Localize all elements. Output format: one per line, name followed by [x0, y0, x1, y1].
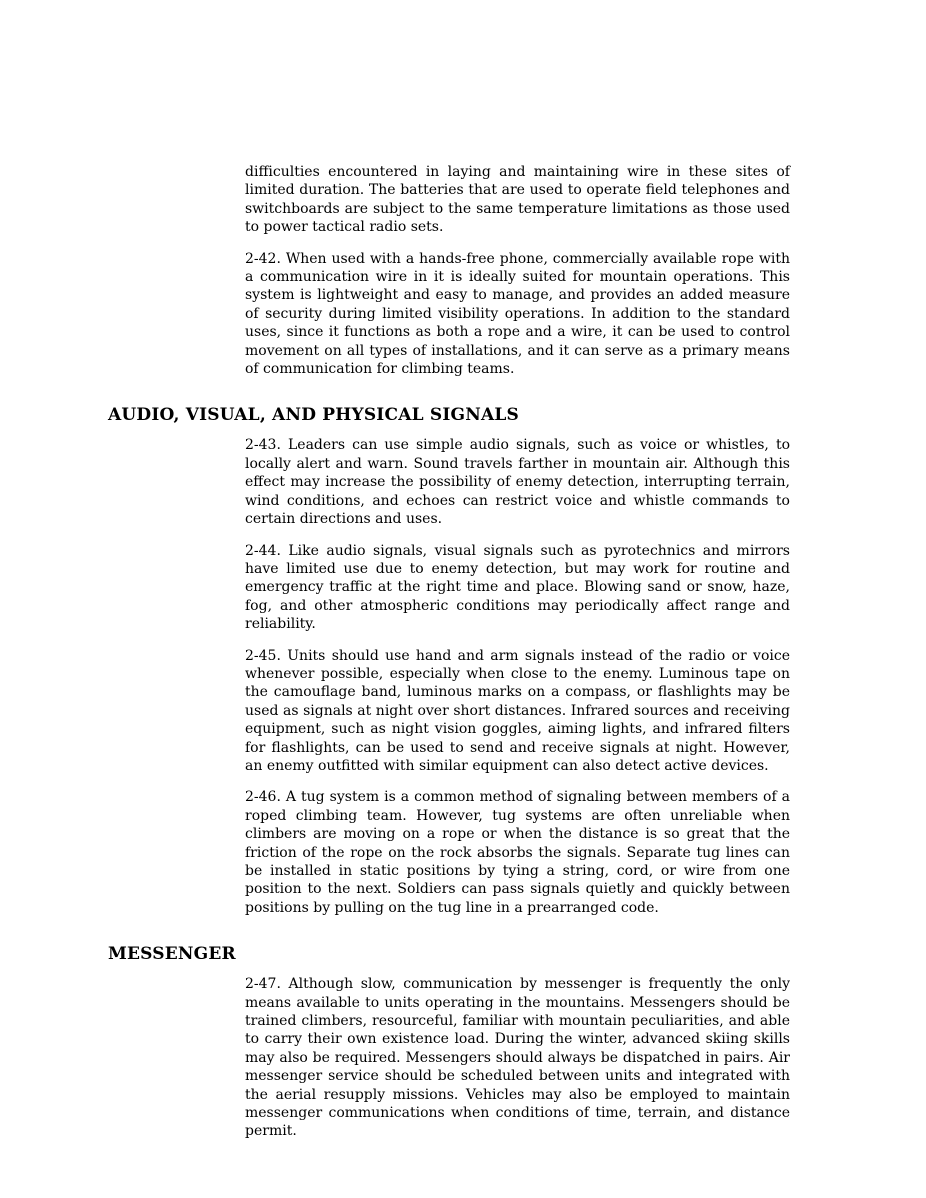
paragraph-2-42: [245, 250, 790, 379]
paragraph-text: When used with a hands-free phone, commercially available rope with a communication wire in it is ideally suited for mountain operations. This system is lightweight and easy to manage, and provides an added measure of security during limited visibility operations. In addition to the standard uses, since it functions as both a rope and a wire, it can be used to control movement on all types of installations, and it can serve as a primary means of communication for climbing teams.: [245, 250, 790, 378]
paragraph-text: Leaders can use simple audio signals, such as voice or whistles, to locally alert and warn. Sound travels farther in mountain air. Although this effect may increase the possibility of enemy detection, interrupting terrain, wind conditions, and echoes can restrict voice and whistle commands to certain directions and uses.: [245, 437, 790, 528]
paragraph-2-44: [245, 542, 790, 634]
paragraph-number: 2-46.: [245, 789, 281, 806]
paragraph-number: 2-42.: [245, 250, 281, 267]
paragraph-number: 2-43.: [245, 437, 281, 454]
paragraph-number: 2-45.: [245, 647, 281, 664]
paragraph-2-45: [245, 647, 790, 776]
paragraph-text: Units should use hand and arm signals instead of the radio or voice whenever possible, especially when close to the enemy. Luminous tape on the camouflage band, luminous marks on a compass, or flashlights may be used as signals at night over short distances. Infrared sources and receiving equipment, such as night vision goggles, aiming lights, and infrared filters for flashlights, can be used to send and receive signals at night. However, an enemy outfitted with similar equipment can also detect active devices.: [245, 647, 790, 774]
section-heading-audio-visual-physical-signals: AUDIO, VISUAL, AND PHYSICAL SIGNALS: [108, 405, 519, 426]
paragraph-number: 2-44.: [245, 542, 281, 559]
paragraph-text: difficulties encountered in laying and maintaining wire in these sites of limited duration. The batteries that are used to operate field telephones and switchboards are subject to the same temperature limitations as those used to power tactical radio sets.: [245, 164, 790, 236]
paragraph-number: 2-47.: [245, 976, 281, 993]
paragraph-text: Like audio signals, visual signals such as pyrotechnics and mirrors have limited use due to enemy detection, but may work for routine and emergency traffic at the right time and place. Blowing sand or snow, haze, fog, and other atmospheric conditions may periodically affect range and reliability.: [245, 542, 790, 633]
section-heading-messenger: MESSENGER: [108, 944, 236, 965]
paragraph-2-43: [245, 436, 790, 528]
paragraph-2-46: [245, 788, 790, 917]
paragraph-continuation: [245, 163, 790, 237]
paragraph-text: Although slow, communication by messenger is frequently the only means available to units operating in the mountains. Messengers should be trained climbers, resourceful, familiar with mountain peculiarities, and able to carry their own existence load. During the winter, advanced skiing skills may also be required. Messengers should always be dispatched in pairs. Air messenger service should be scheduled between units and integrated with the aerial resupply missions. Vehicles may also be employed to maintain messenger communications when conditions of time, terrain, and distance permit.: [245, 976, 790, 1140]
paragraph-2-47: [245, 975, 790, 1141]
paragraph-text: A tug system is a common method of signaling between members of a roped climbing team. However, tug systems are often unreliable when climbers are moving on a rope or when the distance is so great that the friction of the rope on the rock absorbs the signals. Separate tug lines can be installed in static positions by tying a string, cord, or wire from one position to the next. Soldiers can pass signals quietly and quickly between positions by pulling on the tug line in a prearranged code.: [245, 789, 790, 916]
